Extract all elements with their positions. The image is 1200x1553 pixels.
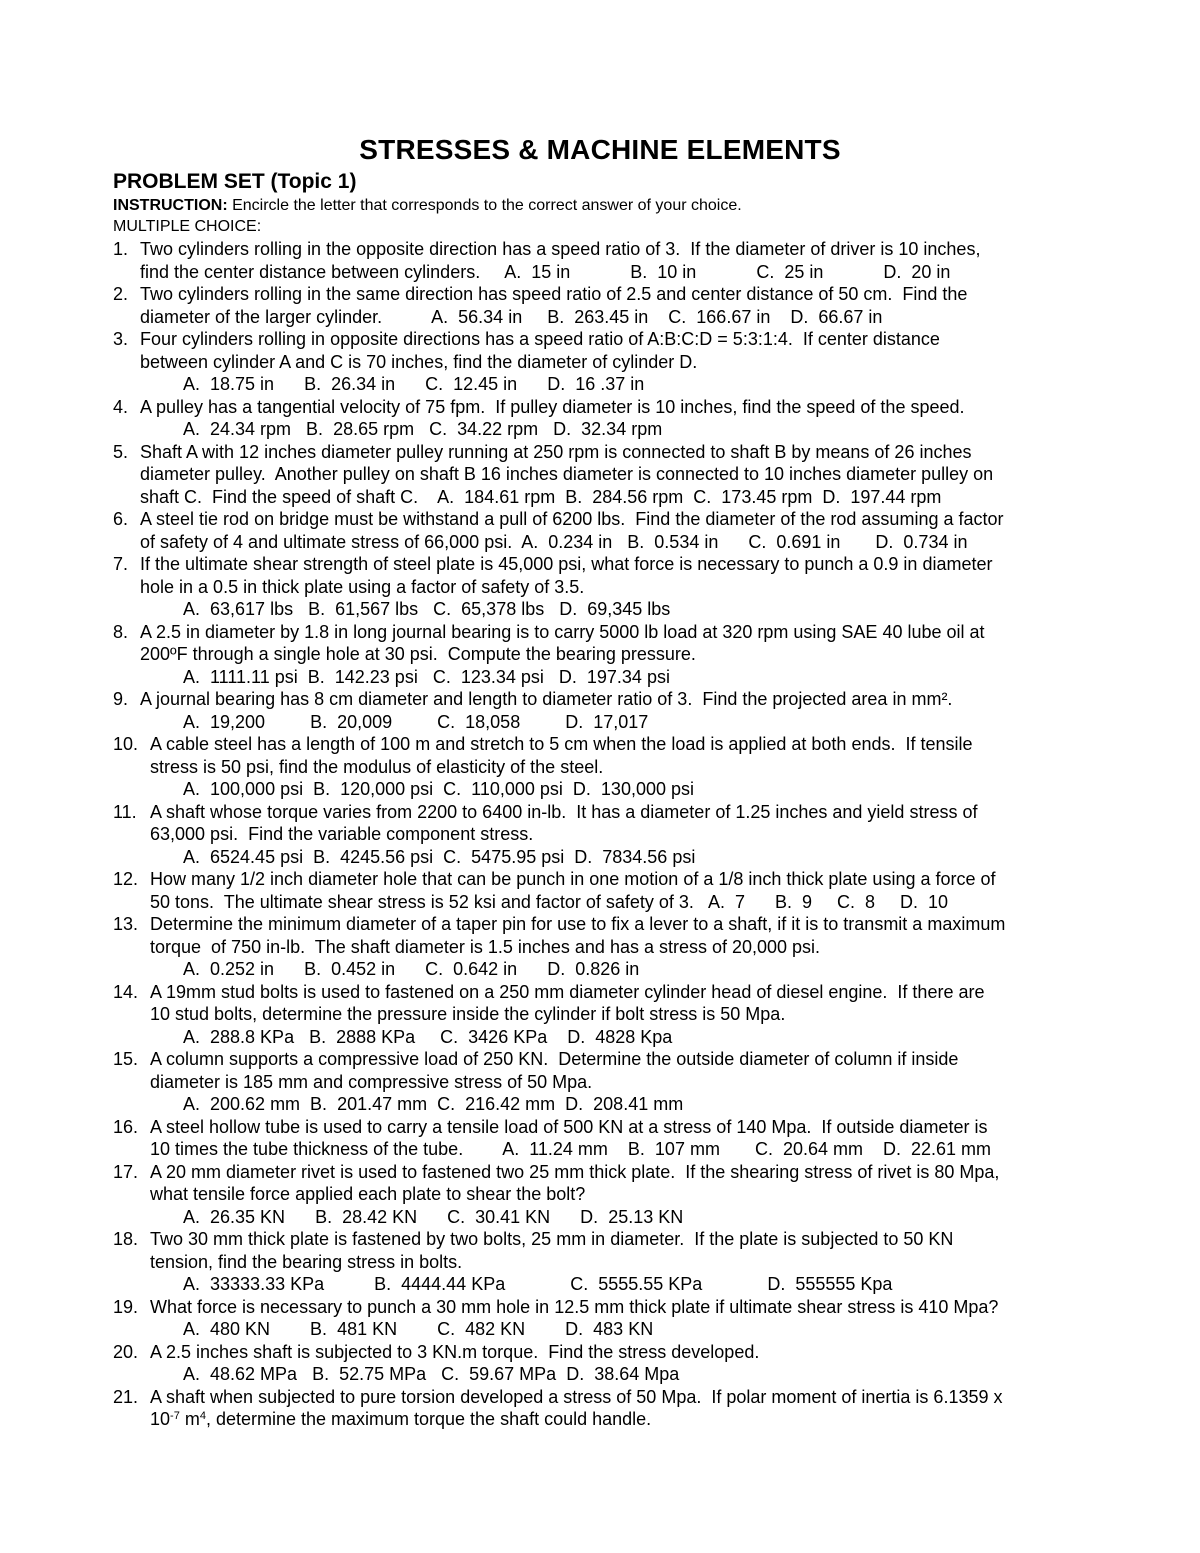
- text-part: 10: [150, 1409, 171, 1429]
- question-line: [0, 1296, 1200, 1319]
- problem-set-subtitle: PROBLEM SET (Topic 1): [113, 170, 357, 193]
- answer-options: A. 26.35 KN B. 28.42 KN C. 30.41 KN D. 25.13 KN: [183, 1206, 684, 1227]
- question-number: 1.: [113, 239, 129, 259]
- question-text: torque of 750 in-lb. The shaft diameter is 1.5 inches and has a stress of 20,000 psi.: [150, 936, 821, 957]
- question-text: A steel tie rod on bridge must be withstand a pull of 6200 lbs. Find the diameter of the rod assuming a factor: [140, 509, 1004, 529]
- question-line: [0, 1093, 1200, 1116]
- question-text: Two 30 mm thick plate is fastened by two bolts, 25 mm in diameter. If the plate is subjected to 50 KN: [150, 1229, 954, 1249]
- question-line: [0, 643, 1200, 666]
- question-text: A 19mm stud bolts is used to fastened on a 250 mm diameter cylinder head of diesel engine. If there are: [150, 981, 985, 1002]
- question-text: A 2.5 in diameter by 1.8 in long journal bearing is to carry 5000 lb load at 320 rpm using SAE 40 lube oil at: [140, 621, 985, 642]
- question-line: [0, 846, 1200, 869]
- question-line: [0, 1071, 1200, 1094]
- question-number: 3.: [113, 329, 129, 349]
- question-number: 13.: [113, 914, 139, 934]
- question-line: [0, 1138, 1200, 1161]
- question-number: 5.: [113, 441, 129, 462]
- question-text: stress is 50 psi, find the modulus of elasticity of the steel.: [150, 756, 604, 777]
- question-text: Two cylinders rolling in the same direction has speed ratio of 2.5 and center distance of 50 cm. Find the: [140, 284, 968, 304]
- question-number: 15.: [113, 1049, 139, 1069]
- answer-options: A. 1111.11 psi B. 142.23 psi C. 123.34 psi D. 197.34 psi: [183, 666, 670, 687]
- question-line: [0, 1318, 1200, 1341]
- question-line: [0, 1206, 1200, 1229]
- question-text: of safety of 4 and ultimate stress of 66,000 psi. A. 0.234 in B. 0.534 in C. 0.691 in D. 0.734 in: [140, 531, 968, 552]
- answer-options: A. 200.62 mm B. 201.47 mm C. 216.42 mm D. 208.41 mm: [183, 1094, 684, 1114]
- question-line: [0, 1341, 1200, 1364]
- question-text: Two cylinders rolling in the opposite direction has a speed ratio of 3. If the diameter of driver is 10 inches,: [140, 239, 981, 259]
- question-line: [0, 733, 1200, 756]
- question-list: [0, 238, 1200, 1431]
- question-line: [0, 621, 1200, 644]
- question-line: [0, 666, 1200, 689]
- question-text: diameter is 185 mm and compressive stress of 50 Mpa.: [150, 1071, 593, 1092]
- question-text: A column supports a compressive load of 250 KN. Determine the outside diameter of column if inside: [150, 1049, 959, 1069]
- question-number: 14.: [113, 981, 139, 1002]
- question-line: [0, 441, 1200, 464]
- question-text: A steel hollow tube is used to carry a tensile load of 500 KN at a stress of 140 Mpa. If outside diameter is: [150, 1116, 988, 1137]
- question-text: what tensile force applied each plate to shear the bolt?: [150, 1184, 586, 1204]
- question-line: [0, 823, 1200, 846]
- question-line: [0, 1183, 1200, 1206]
- question-line: [0, 351, 1200, 374]
- question-text: diameter pulley. Another pulley on shaft B 16 inches diameter is connected to 10 inches diameter pulley on: [140, 464, 994, 484]
- question-number: 8.: [113, 621, 129, 642]
- question-text: A shaft when subjected to pure torsion developed a stress of 50 Mpa. If polar moment of inertia is 6.1359 x: [150, 1386, 1003, 1407]
- question-text: A pulley has a tangential velocity of 75 fpm. If pulley diameter is 10 inches, find the speed of the speed.: [140, 396, 965, 417]
- question-line: [0, 486, 1200, 509]
- question-text: tension, find the bearing stress in bolts.: [150, 1251, 463, 1272]
- question-line: [0, 711, 1200, 734]
- question-text: If the ultimate shear strength of steel plate is 45,000 psi, what force is necessary to punch a 0.9 in diameter: [140, 554, 993, 574]
- question-line: [0, 508, 1200, 531]
- question-line: [0, 913, 1200, 936]
- question-line: [0, 1386, 1200, 1409]
- text-part: , determine the maximum torque the shaft could handle.: [205, 1409, 652, 1429]
- question-number: 9.: [113, 689, 129, 709]
- question-line: [0, 1363, 1200, 1386]
- question-text: shaft C. Find the speed of shaft C. A. 184.61 rpm B. 284.56 rpm C. 173.45 rpm D. 197.44 rpm: [140, 486, 942, 507]
- question-line: [0, 553, 1200, 576]
- question-text: A shaft whose torque varies from 2200 to 6400 in-lb. It has a diameter of 1.25 inches and yield stress of: [150, 801, 978, 822]
- question-text: A 20 mm diameter rivet is used to fastened two 25 mm thick plate. If the shearing stress of rivet is 80 Mpa,: [150, 1161, 1000, 1182]
- question-line: [0, 891, 1200, 914]
- question-text: 10 times the tube thickness of the tube. A. 11.24 mm B. 107 mm C. 20.64 mm D. 22.61 mm: [150, 1139, 992, 1159]
- question-line: [0, 238, 1200, 261]
- question-line: [0, 778, 1200, 801]
- question-line: [0, 598, 1200, 621]
- question-line: [0, 1116, 1200, 1139]
- question-line: [0, 531, 1200, 554]
- question-line: [0, 958, 1200, 981]
- question-line: [0, 868, 1200, 891]
- question-text: What force is necessary to punch a 30 mm hole in 12.5 mm thick plate if ultimate shear stress is 410 Mpa?: [150, 1296, 999, 1317]
- question-text: 200ºF through a single hole at 30 psi. Compute the bearing pressure.: [140, 644, 696, 664]
- question-line: [0, 801, 1200, 824]
- page-title: STRESSES & MACHINE ELEMENTS: [359, 134, 841, 165]
- question-text: Determine the minimum diameter of a taper pin for use to fix a lever to a shaft, if it is to transmit a maximum: [150, 914, 1006, 934]
- question-line: [0, 396, 1200, 419]
- question-line: [0, 373, 1200, 396]
- answer-options: A. 24.34 rpm B. 28.65 rpm C. 34.22 rpm D. 32.34 rpm: [183, 419, 663, 439]
- question-number: 10.: [113, 734, 139, 754]
- question-line: [0, 1228, 1200, 1251]
- question-line: [0, 328, 1200, 351]
- answer-options: A. 100,000 psi B. 120,000 psi C. 110,000 psi D. 130,000 psi: [183, 779, 694, 799]
- question-text: 63,000 psi. Find the variable component stress.: [150, 824, 534, 844]
- text-part: m: [179, 1409, 200, 1429]
- question-number: 7.: [113, 554, 129, 574]
- answer-options: A. 6524.45 psi B. 4245.56 psi C. 5475.95 psi D. 7834.56 psi: [183, 846, 696, 867]
- question-number: 19.: [113, 1296, 139, 1317]
- question-line: [0, 306, 1200, 329]
- question-text: diameter of the larger cylinder. A. 56.34 in B. 263.45 in C. 166.67 in D. 66.67 in: [140, 306, 883, 327]
- answer-options: A. 33333.33 KPa B. 4444.44 KPa C. 5555.55 KPa D. 555555 Kpa: [183, 1274, 893, 1294]
- question-number: 12.: [113, 869, 139, 889]
- question-number: 16.: [113, 1116, 139, 1137]
- question-number: 4.: [113, 396, 129, 417]
- question-text: 50 tons. The ultimate shear stress is 52 ksi and factor of safety of 3. A. 7 B. 9 C. 8 D. 10: [150, 891, 949, 912]
- question-number: 21.: [113, 1386, 139, 1407]
- question-line: [0, 756, 1200, 779]
- answer-options: A. 0.252 in B. 0.452 in C. 0.642 in D. 0.826 in: [183, 959, 640, 979]
- question-line: [0, 1161, 1200, 1184]
- question-line: [0, 1273, 1200, 1296]
- superscript: 4: [199, 1410, 206, 1422]
- instruction-label: INSTRUCTION:: [113, 197, 228, 214]
- instruction: [113, 197, 742, 215]
- question-text: 10 stud bolts, determine the pressure inside the cylinder if bolt stress is 50 Mpa.: [150, 1004, 786, 1024]
- question-line: [0, 1251, 1200, 1274]
- question-line: [0, 576, 1200, 599]
- section-label: MULTIPLE CHOICE:: [113, 218, 262, 235]
- answer-options: A. 19,200 B. 20,009 C. 18,058 D. 17,017: [183, 711, 649, 732]
- question-line: [0, 463, 1200, 486]
- question-text: hole in a 0.5 in thick plate using a factor of safety of 3.5.: [140, 576, 585, 597]
- instruction-text: Encircle the letter that corresponds to the correct answer of your choice.: [227, 197, 742, 214]
- answer-options: A. 63,617 lbs B. 61,567 lbs C. 65,378 lbs D. 69,345 lbs: [183, 599, 671, 619]
- question-line: [0, 1003, 1200, 1026]
- question-text: Four cylinders rolling in opposite directions has a speed ratio of A:B:C:D = 5:3:1:4. If center distance: [140, 329, 940, 349]
- question-number: 18.: [113, 1229, 139, 1249]
- question-number: 6.: [113, 509, 129, 529]
- question-text: Shaft A with 12 inches diameter pulley running at 250 rpm is connected to shaft B by means of 26 inches: [140, 441, 972, 462]
- question-number: 2.: [113, 284, 129, 304]
- question-line: [0, 418, 1200, 441]
- question-text: A cable steel has a length of 100 m and stretch to 5 cm when the load is applied at both ends. If tensile: [150, 734, 973, 754]
- question-text: A 2.5 inches shaft is subjected to 3 KN.m torque. Find the stress developed.: [150, 1341, 760, 1362]
- answer-options: A. 288.8 KPa B. 2888 KPa C. 3426 KPa D. 4828 Kpa: [183, 1026, 673, 1047]
- question-line: [0, 688, 1200, 711]
- answer-options: A. 480 KN B. 481 KN C. 482 KN D. 483 KN: [183, 1319, 654, 1339]
- question-text: A journal bearing has 8 cm diameter and length to diameter ratio of 3. Find the projected area in mm².: [140, 689, 953, 709]
- question-text: find the center distance between cylinders. A. 15 in B. 10 in C. 25 in D. 20 in: [140, 261, 951, 282]
- question-text: between cylinder A and C is 70 inches, find the diameter of cylinder D.: [140, 351, 698, 372]
- question-text: How many 1/2 inch diameter hole that can be punch in one motion of a 1/8 inch thick plate using a force of: [150, 869, 996, 889]
- question-line: [0, 261, 1200, 284]
- question-number: 20.: [113, 1341, 139, 1362]
- question-line: [0, 981, 1200, 1004]
- superscript: -7: [170, 1410, 180, 1422]
- question-line: [0, 1026, 1200, 1049]
- question-line: [0, 936, 1200, 959]
- answer-options: A. 18.75 in B. 26.34 in C. 12.45 in D. 16 .37 in: [183, 374, 645, 394]
- question-line: [0, 1048, 1200, 1071]
- question-number: 17.: [113, 1161, 139, 1182]
- answer-options: A. 48.62 MPa B. 52.75 MPa C. 59.67 MPa D. 38.64 Mpa: [183, 1364, 680, 1384]
- question-line: [0, 283, 1200, 306]
- question-line: [0, 1408, 1200, 1431]
- question-text: [150, 1408, 651, 1431]
- question-number: 11.: [113, 801, 137, 822]
